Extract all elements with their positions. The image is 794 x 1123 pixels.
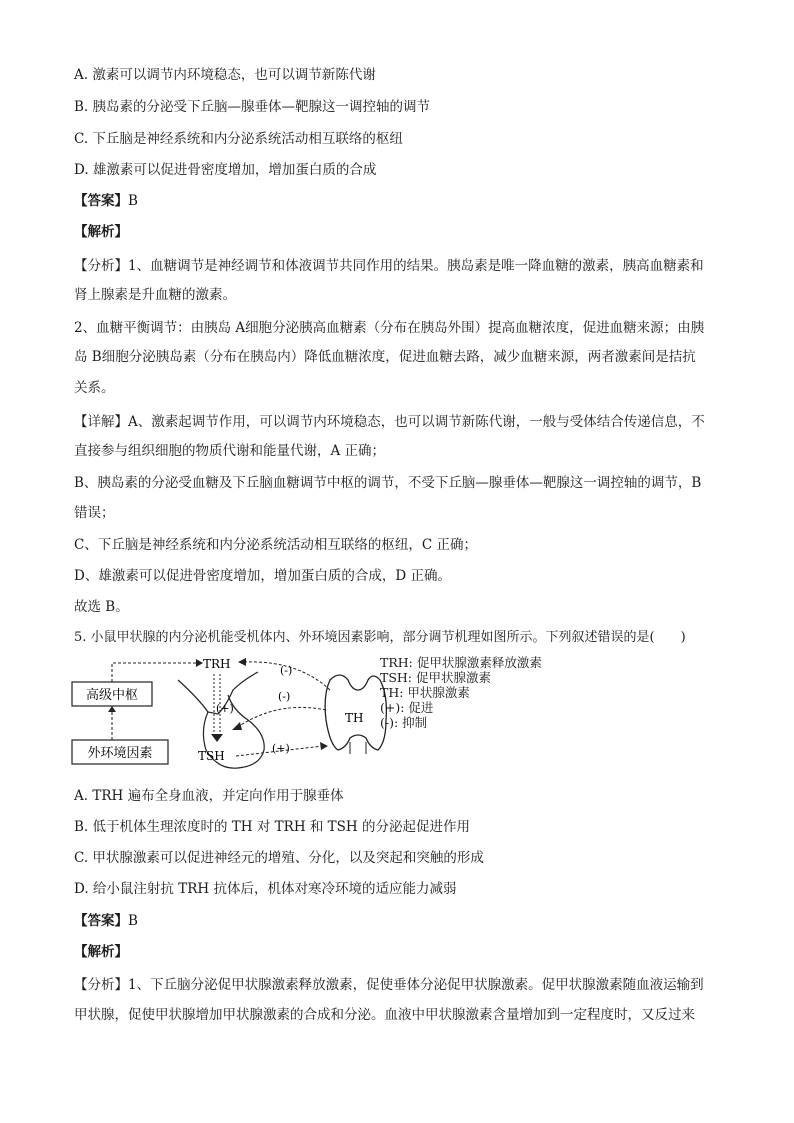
q5-option-b: B. 低于机体生理浓度时的 TH 对 TRH 和 TSH 的分泌起促进作用 bbox=[74, 819, 470, 835]
feedback-th-to-tsh bbox=[236, 707, 326, 728]
legend-item: TH: 甲状腺激素 bbox=[380, 685, 470, 700]
arrow-head bbox=[108, 706, 116, 712]
q5-analysis-label: 【解析】 bbox=[74, 944, 128, 960]
q4-analysis-line: 2、血糖平衡调节：由胰岛 A细胞分泌胰高血糖素（分布在胰岛外围）提高血糖浓度，促进血糖来源；由胰 bbox=[74, 320, 705, 336]
diagram-legend bbox=[380, 655, 542, 730]
arrow-head bbox=[238, 658, 246, 666]
minus-label-2: (-) bbox=[278, 690, 291, 703]
legend-item: (-): 抑制 bbox=[380, 715, 428, 730]
arrow-head bbox=[196, 659, 203, 667]
q4-option-d: D. 雄激素可以促进骨密度增加，增加蛋白质的合成 bbox=[74, 162, 377, 178]
q4-analysis-line: 肾上腺素是升血糖的激素。 bbox=[74, 287, 236, 303]
q5-analysis-line: 【分析】1、下丘脑分泌促甲状腺激素释放激素，促使垂体分泌促甲状腺激素。促甲状腺激素随血液运输到 bbox=[74, 977, 704, 993]
q5-option-d: D. 给小鼠注射抗 TRH 抗体后，机体对寒冷环境的适应能力减弱 bbox=[74, 881, 457, 897]
q4-analysis-line: 关系。 bbox=[74, 380, 115, 396]
q4-analysis-line: 故选 B。 bbox=[74, 599, 129, 615]
arrow-center-to-trh bbox=[112, 663, 198, 682]
q4-answer-value: B bbox=[128, 193, 138, 209]
q5-analysis-line: 甲状腺，促使甲状腺增加甲状腺激素的合成和分泌。血液中甲状腺激素含量增加到一定程度时，又反过来 bbox=[74, 1007, 695, 1023]
q4-analysis-label: 【解析】 bbox=[74, 224, 128, 240]
q4-analysis-line: 错误； bbox=[74, 505, 115, 521]
q4-analysis-line: B、胰岛素的分泌受血糖及下丘脑血糖调节中枢的调节，不受下丘脑—腺垂体—靶腺这一调控轴的调节，B bbox=[74, 475, 702, 491]
q4-analysis-line: 【分析】1、血糖调节是神经调节和体液调节共同作用的结果。胰岛素是唯一降血糖的激素，胰高血糖素和 bbox=[74, 258, 704, 274]
q5-answer-value: B bbox=[128, 913, 138, 929]
plus-label-1: (+) bbox=[216, 702, 234, 715]
q4-option-b: B. 胰岛素的分泌受下丘脑—腺垂体—靶腺这一调控轴的调节 bbox=[74, 99, 431, 115]
arrow-head bbox=[211, 734, 223, 742]
arrow-head bbox=[320, 742, 328, 750]
q4-analysis-line: 【详解】A、激素起调节作用，可以调节内环境稳态，也可以调节新陈代谢，一般与受体结合传递信息，不 bbox=[74, 414, 705, 430]
tsh-label: TSH bbox=[198, 749, 225, 763]
trh-label: TRH bbox=[203, 657, 231, 671]
q5-answer bbox=[74, 912, 138, 930]
q4-answer-label: 【答案】 bbox=[74, 193, 128, 209]
q4-option-a: A. 激素可以调节内环境稳态，也可以调节新陈代谢 bbox=[74, 67, 376, 83]
q4-analysis-line: C、下丘脑是神经系统和内分泌系统活动相互联络的枢纽，C 正确； bbox=[74, 537, 477, 553]
q4-answer bbox=[74, 192, 138, 210]
q4-analysis-line: D、雄激素可以促进骨密度增加，增加蛋白质的合成，D 正确。 bbox=[74, 568, 451, 584]
q5-option-c: C. 甲状腺激素可以促进神经元的增殖、分化，以及突起和突触的形成 bbox=[74, 850, 484, 866]
legend-item: TRH: 促甲状腺激素释放激素 bbox=[380, 655, 542, 670]
q4-analysis-line: 直接参与组织细胞的物质代谢和能量代谢，A 正确； bbox=[74, 443, 386, 459]
higher-center-label: 高级中枢 bbox=[85, 688, 139, 703]
q4-analysis-line: 岛 B细胞分泌胰岛素（分布在胰岛内）降低血糖浓度，促进血糖去路，减少血糖来源，两者激素间是拮抗 bbox=[74, 349, 696, 365]
q5-option-a: A. TRH 遍布全身血液，并定向作用于腺垂体 bbox=[74, 788, 344, 804]
plus-label-2: (+) bbox=[272, 742, 290, 755]
arrow-head bbox=[232, 722, 242, 730]
q4-option-c: C. 下丘脑是神经系统和内分泌系统活动相互联络的枢纽 bbox=[74, 131, 403, 147]
q5-stem: 5. 小鼠甲状腺的内分泌机能受机体内、外环境因素影响，部分调节机理如图所示。下列叙述错误的是( ) bbox=[74, 630, 686, 645]
external-factor-label: 外环境因素 bbox=[87, 746, 153, 761]
legend-item: (+): 促进 bbox=[380, 700, 434, 715]
legend-item: TSH: 促甲状腺激素 bbox=[380, 670, 491, 685]
th-label: TH bbox=[345, 711, 364, 725]
minus-label-1: (-) bbox=[280, 664, 293, 677]
q5-answer-label: 【答案】 bbox=[74, 913, 128, 929]
